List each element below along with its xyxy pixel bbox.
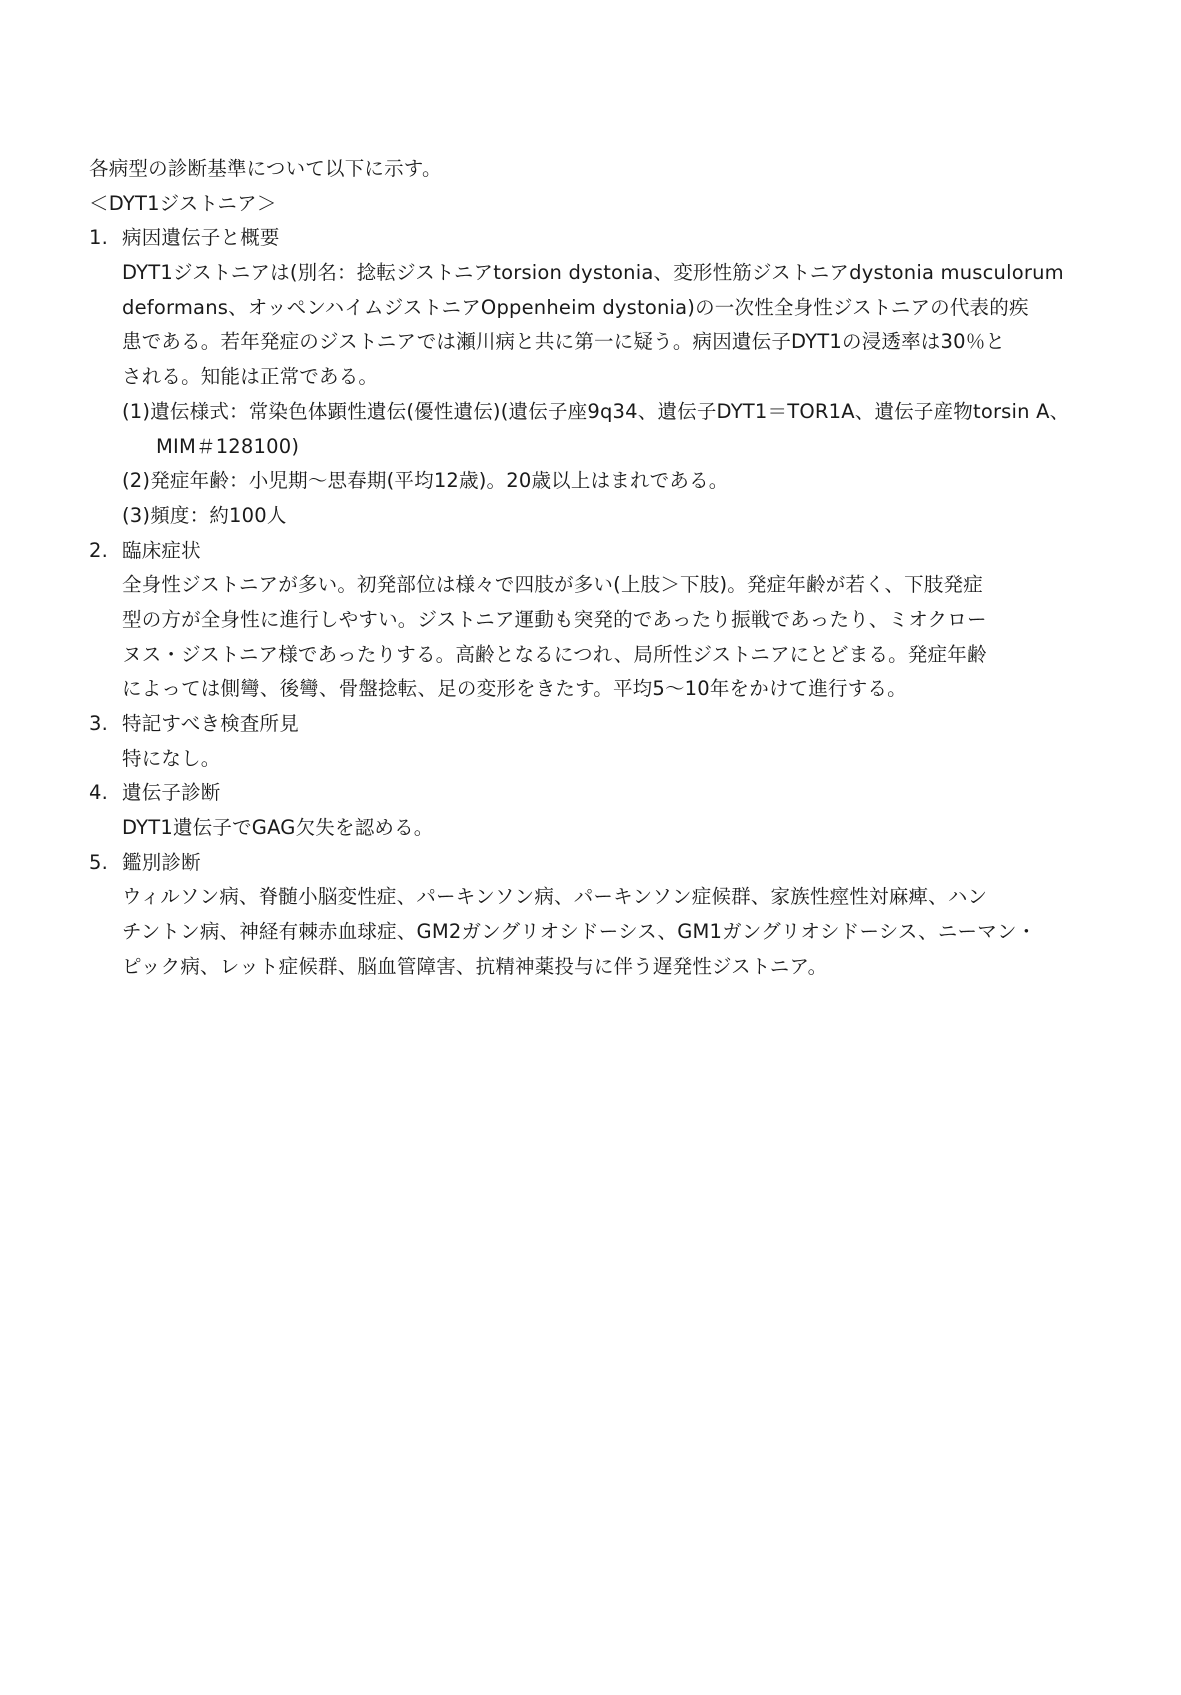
section-item-2 (89, 534, 1099, 707)
section-item-3 (89, 707, 1099, 776)
body-line: 全身性ジストニアが多い。初発部位は様々で四肢が多い(上肢＞下肢)。発症年齢が若く、下肢発症 (122, 573, 983, 597)
document-page (89, 152, 1099, 985)
body-line: される。知能は正常である。 (122, 365, 379, 389)
item-number: 5. (89, 850, 109, 874)
sub-item-line: (3)頻度：約100人 (122, 503, 287, 527)
sub-item-line: (1)遺伝様式：常染色体顕性遺伝(優性遺伝)(遺伝子座9q34、遺伝子DYT1＝TOR1A、遺伝子産物torsin A、 (122, 399, 1070, 423)
body-line: 患である。若年発症のジストニアでは瀬川病と共に第一に疑う。病因遺伝子DYT1の浸透率は30％と (122, 330, 1006, 354)
item-heading-text: 遺伝子診断 (122, 781, 221, 805)
body-line: ヌス・ジストニア様であったりする。高齢となるにつれ、局所性ジストニアにとどまる。発症年齢 (122, 642, 987, 666)
body-line: deformans、オッペンハイムジストニアOppenheim dystonia)の一次性全身性ジストニアの代表的疾 (122, 295, 1029, 319)
item-heading-1 (89, 221, 1099, 256)
item-heading-text: 鑑別診断 (122, 850, 201, 874)
item-number: 4. (89, 781, 109, 805)
body-line: DYT1ジストニアは(別名：捻転ジストニアtorsion dystonia、変形性筋ジストニアdystonia musculorum (122, 261, 1064, 285)
body-line: 型の方が全身性に進行しやすい。ジストニア運動も突発的であったり振戦であったり、ミオクロー (122, 607, 987, 631)
item-heading-3 (89, 707, 1099, 742)
item-heading-2 (89, 534, 1099, 569)
section-item-1 (89, 221, 1099, 533)
item-heading-4 (89, 776, 1099, 811)
intro-text: 各病型の診断基準について以下に示す。 (89, 157, 442, 180)
item-heading-text: 病因遺伝子と概要 (122, 226, 280, 250)
item-number: 3. (89, 712, 109, 735)
body-line: チントン病、神経有棘赤血球症、GM2ガングリオシドーシス、GM1ガングリオシドーシス、ニーマン・ (122, 920, 1037, 944)
item-heading-text: 臨床症状 (122, 538, 201, 562)
body-line: DYT1遺伝子でGAG欠失を認める。 (122, 816, 434, 840)
section-item-4 (89, 776, 1099, 845)
body-line: によっては側彎、後彎、骨盤捻転、足の変形をきたす。平均5～10年をかけて進行する。 (122, 677, 907, 701)
section-item-5 (89, 846, 1099, 985)
item-heading-text: 特記すべき検査所見 (122, 712, 299, 735)
sub-item-line: MIM＃128100) (156, 434, 300, 458)
section-title: ＜DYT1ジストニア＞ (89, 191, 277, 215)
body-line: ウィルソン病、脊髄小脳変性症、パーキンソン病、パーキンソン症候群、家族性痙性対麻痺、ハン (122, 885, 988, 909)
body-line: ピック病、レット症候群、脳血管障害、抗精神薬投与に伴う遅発性ジストニア。 (122, 954, 828, 978)
item-number: 1. (89, 226, 109, 250)
body-line: 特になし。 (122, 746, 221, 770)
item-heading-5 (89, 846, 1099, 881)
sub-item-line: (2)発症年齢：小児期～思春期(平均12歳)。20歳以上はまれである。 (122, 469, 729, 493)
item-number: 2. (89, 538, 109, 562)
